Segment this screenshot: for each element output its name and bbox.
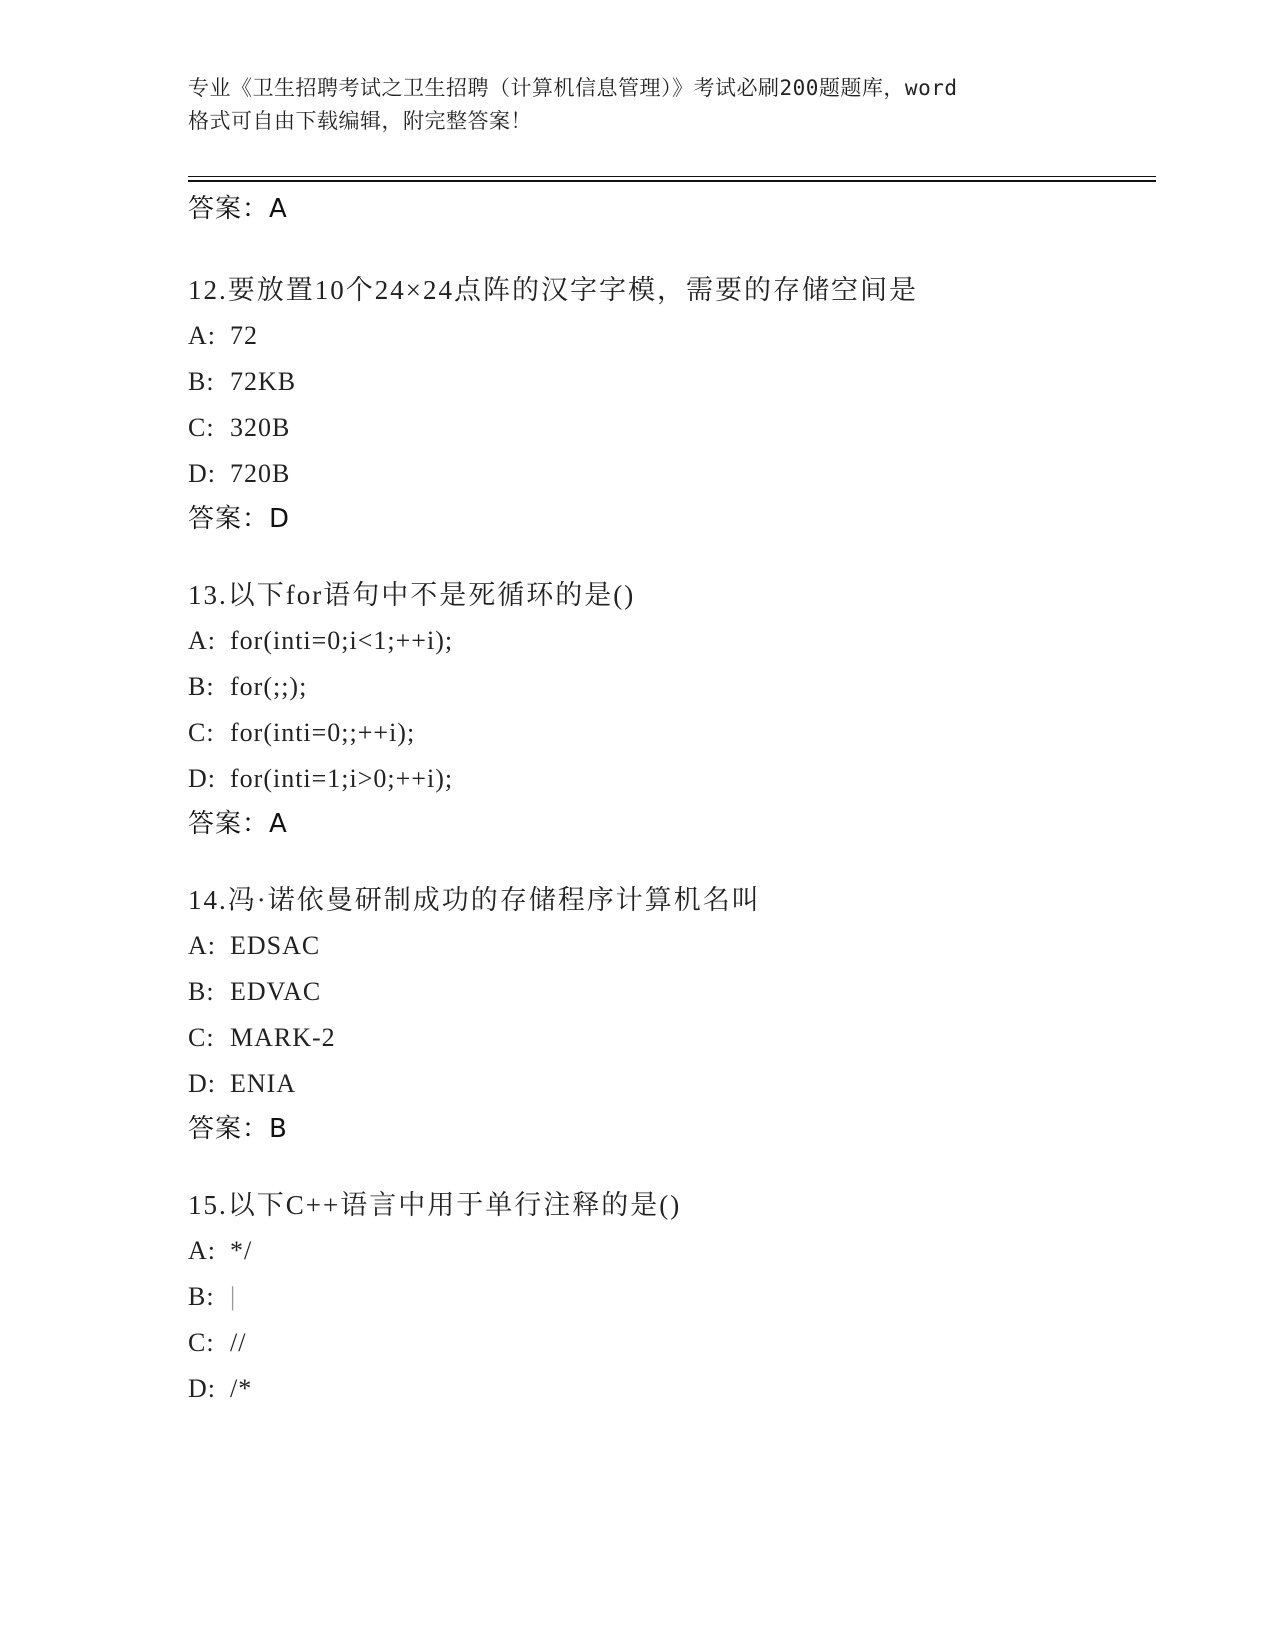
header-divider-thin: [188, 176, 1156, 177]
option-letter: A:: [188, 321, 216, 350]
document-header: [188, 72, 1088, 138]
option-c: [188, 717, 1148, 749]
option-d: [188, 458, 1148, 490]
answer-line: 答案：A: [188, 809, 288, 839]
question-title: 13.以下for语句中不是死循环的是(): [188, 580, 636, 610]
option-d: [188, 763, 1148, 795]
option-a: [188, 320, 1148, 352]
header-line-2: 格式可自由下载编辑，附完整答案！: [188, 109, 532, 133]
option-letter: B:: [188, 367, 215, 396]
answer-line: 答案：A: [188, 194, 288, 224]
option-letter: B:: [188, 1282, 215, 1311]
question-block: [188, 579, 1148, 839]
option-letter: D:: [188, 1069, 216, 1098]
option-letter: C:: [188, 1023, 215, 1052]
option-text: EDSAC: [230, 931, 321, 960]
option-letter: B:: [188, 977, 215, 1006]
question-block: [188, 274, 1148, 534]
option-letter: A:: [188, 626, 216, 655]
option-a: [188, 625, 1148, 657]
option-letter: C:: [188, 1328, 215, 1357]
option-text: for(inti=1;i>0;++i);: [230, 764, 454, 793]
option-text: ENIA: [230, 1069, 297, 1098]
option-text: 72: [230, 321, 258, 350]
option-text: 320B: [230, 413, 291, 442]
question-title: 15.以下C++语言中用于单行注释的是(): [188, 1190, 682, 1220]
header-divider-thick: [188, 180, 1156, 182]
option-text: */: [230, 1236, 253, 1265]
question-block: [188, 1189, 1148, 1419]
option-letter: B:: [188, 672, 215, 701]
option-text: 720B: [230, 459, 291, 488]
option-a: [188, 1235, 1148, 1267]
option-b: [188, 671, 1148, 703]
option-c: [188, 1022, 1148, 1054]
option-letter: D:: [188, 459, 216, 488]
option-b: [188, 976, 1148, 1008]
option-letter: C:: [188, 718, 215, 747]
question-title: 14.冯·诺依曼研制成功的存储程序计算机名叫: [188, 885, 761, 915]
option-d: [188, 1373, 1148, 1405]
answer-line: 答案：D: [188, 504, 291, 534]
option-letter: A:: [188, 931, 216, 960]
option-text: //: [230, 1328, 247, 1357]
option-text: MARK-2: [230, 1023, 336, 1052]
option-text: /*: [230, 1374, 253, 1403]
option-text: for(;;);: [230, 672, 308, 701]
option-letter: D:: [188, 1374, 216, 1403]
option-a: [188, 930, 1148, 962]
option-c: [188, 1327, 1148, 1359]
option-b: [188, 1281, 1148, 1313]
option-letter: D:: [188, 764, 216, 793]
option-letter: A:: [188, 1236, 216, 1265]
option-text: EDVAC: [230, 977, 322, 1006]
option-text: for(inti=0;i<1;++i);: [230, 626, 454, 655]
header-line-1: 专业《卫生招聘考试之卫生招聘（计算机信息管理）》考试必刷200题题库，word: [188, 76, 958, 100]
option-letter: C:: [188, 413, 215, 442]
option-d: [188, 1068, 1148, 1100]
option-text: |: [230, 1282, 237, 1311]
option-text: 72KB: [230, 367, 297, 396]
option-b: [188, 366, 1148, 398]
question-block: [188, 884, 1148, 1144]
answer-line: 答案：B: [188, 1114, 288, 1144]
option-c: [188, 412, 1148, 444]
question-title: 12.要放置10个24×24点阵的汉字字模，需要的存储空间是: [188, 275, 918, 305]
option-text: for(inti=0;;++i);: [230, 718, 416, 747]
